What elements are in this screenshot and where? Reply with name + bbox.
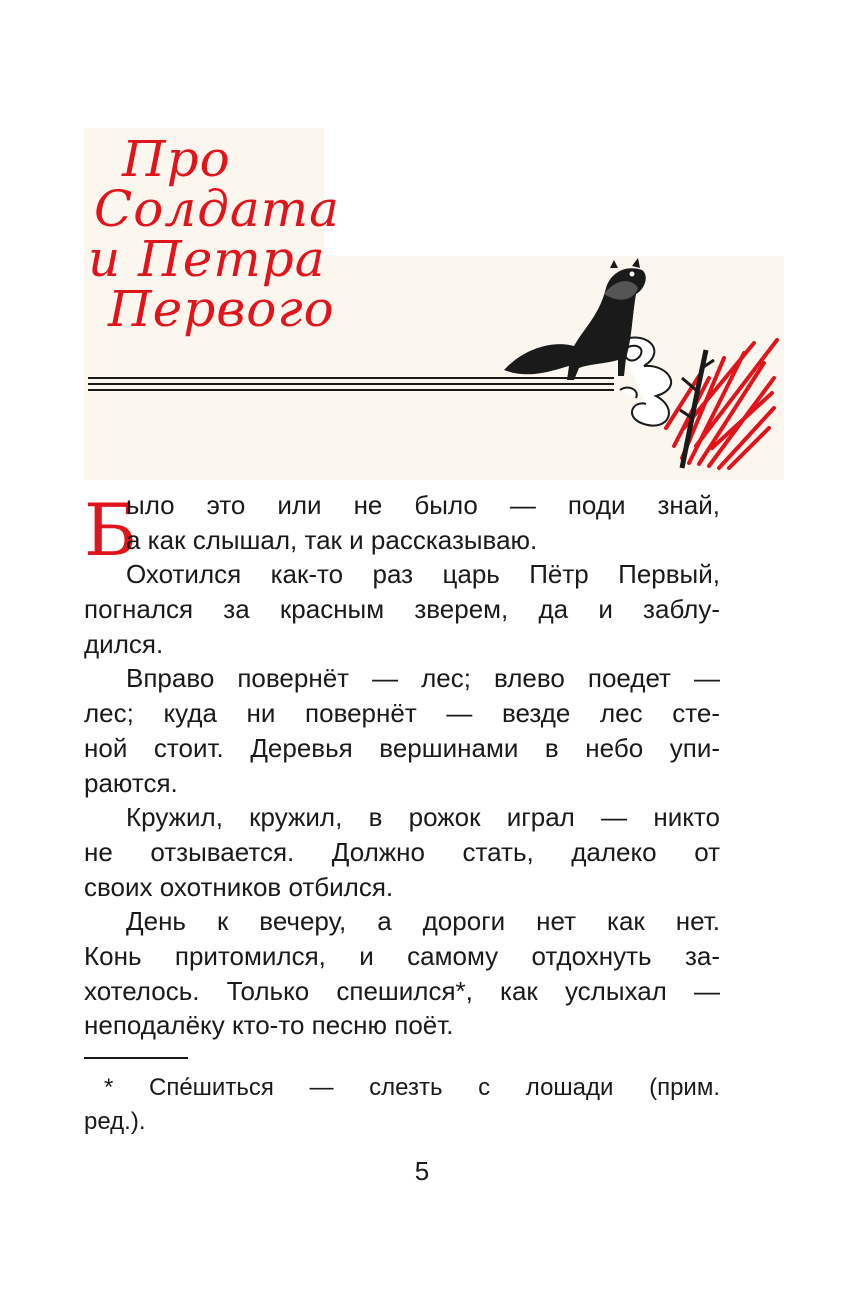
text-line: ной стоит. Деревья вершинами в небо упи- — [84, 732, 720, 763]
title-line-3: и Петра — [88, 230, 326, 288]
footnote-line-1: * Спе́шиться — слезть с лошади (прим. — [104, 1074, 720, 1101]
text-line: погнался за красным зверем, да и заблу- — [84, 594, 720, 625]
text-line: раются. — [84, 767, 178, 798]
text-line: а как слышал, так и рассказываю. — [126, 524, 538, 555]
title-line-2: Солдата — [94, 180, 340, 238]
title-line-4: Первого — [108, 280, 335, 338]
story-text — [84, 488, 720, 1043]
text-line: Кружил, кружил, в рожок играл — никто — [126, 802, 720, 833]
text-line: дился. — [84, 628, 164, 659]
text-line: ыло это или не было — поди знай, — [126, 490, 720, 520]
page-number: 5 — [414, 1156, 430, 1186]
text-line: неподалёку кто-то песню поёт. — [84, 1010, 454, 1041]
text-line: Охотился как-то раз царь Пётр Первый, — [126, 559, 720, 590]
footnote-line-2: ред.). — [84, 1108, 146, 1135]
text-line: хотелось. Только спешился*, как услыхал — — [84, 975, 720, 1006]
text-line: своих охотников отбился. — [84, 871, 394, 902]
title-line-1: Про — [122, 130, 231, 188]
text-line: Конь притомился, и самому отдохнуть за- — [84, 940, 720, 971]
drop-cap: Б — [84, 488, 137, 572]
text-line: не отзывается. Должно стать, далеко от — [84, 836, 720, 867]
footnote-rule — [84, 1057, 188, 1059]
text-line: День к вечеру, а дороги нет как нет. — [126, 906, 720, 937]
text-line: Вправо повернёт — лес; влево поедет — — [126, 663, 720, 694]
text-line: лес; куда ни повернёт — везде лес сте- — [84, 698, 720, 729]
